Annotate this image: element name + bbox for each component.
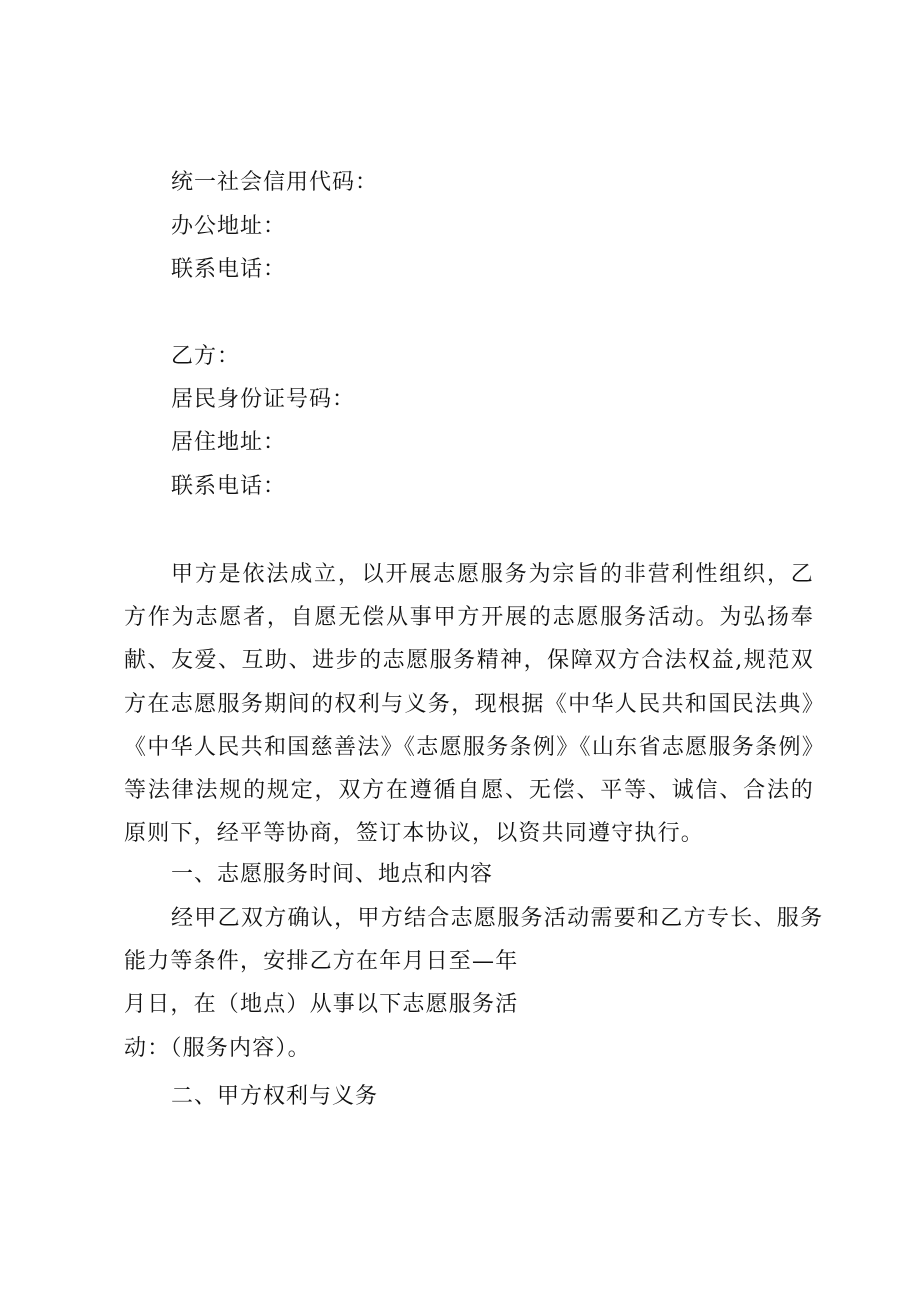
section-2-heading: 二、甲方权利与义务 — [171, 1084, 379, 1109]
party-b-phone-label: 联系电话： — [171, 474, 287, 499]
party-b-residence-label: 居住地址： — [171, 430, 287, 455]
party-a-phone-label: 联系电话： — [171, 257, 287, 282]
section-1-line-1: 经甲乙双方确认，甲方结合志愿服务活动需要和乙方专长、服务 — [171, 906, 824, 931]
section-1-line-4: 动：（服务内容）。 — [124, 1036, 311, 1061]
intro-paragraph: 甲方是依法成立，以开展志愿服务为宗旨的非营利性组织，乙方作为志愿者，自愿无偿从事甲方开展的志愿服务活动。为弘扬奉献、友爱、互助、进步的志愿服务精神，保障双方合法权益,规范双方在志愿服务期间的权利与义务，现根据《中华人民共和国民法典》《中华人民共和国慈善法》《志愿服务条例》《山东省志愿服务条例》等法律法规的规定，双方在遵循自愿、无偿、平等、诚信、合法的原则下，经平等协商，签订本协议，以资共同遵守执行。 — [124, 562, 814, 847]
section-1-heading: 一、志愿服务时间、地点和内容 — [171, 862, 494, 887]
party-a-credit-code-label: 统一社会信用代码： — [171, 170, 379, 195]
section-1-line-2: 能力等条件，安排乙方在年月日至—年 — [124, 949, 519, 974]
section-1-line-3: 月日，在（地点）从事以下志愿服务活 — [124, 992, 519, 1017]
party-b-label: 乙方： — [171, 344, 241, 369]
party-b-id-number-label: 居民身份证号码： — [171, 387, 356, 412]
party-a-office-address-label: 办公地址： — [171, 214, 287, 239]
